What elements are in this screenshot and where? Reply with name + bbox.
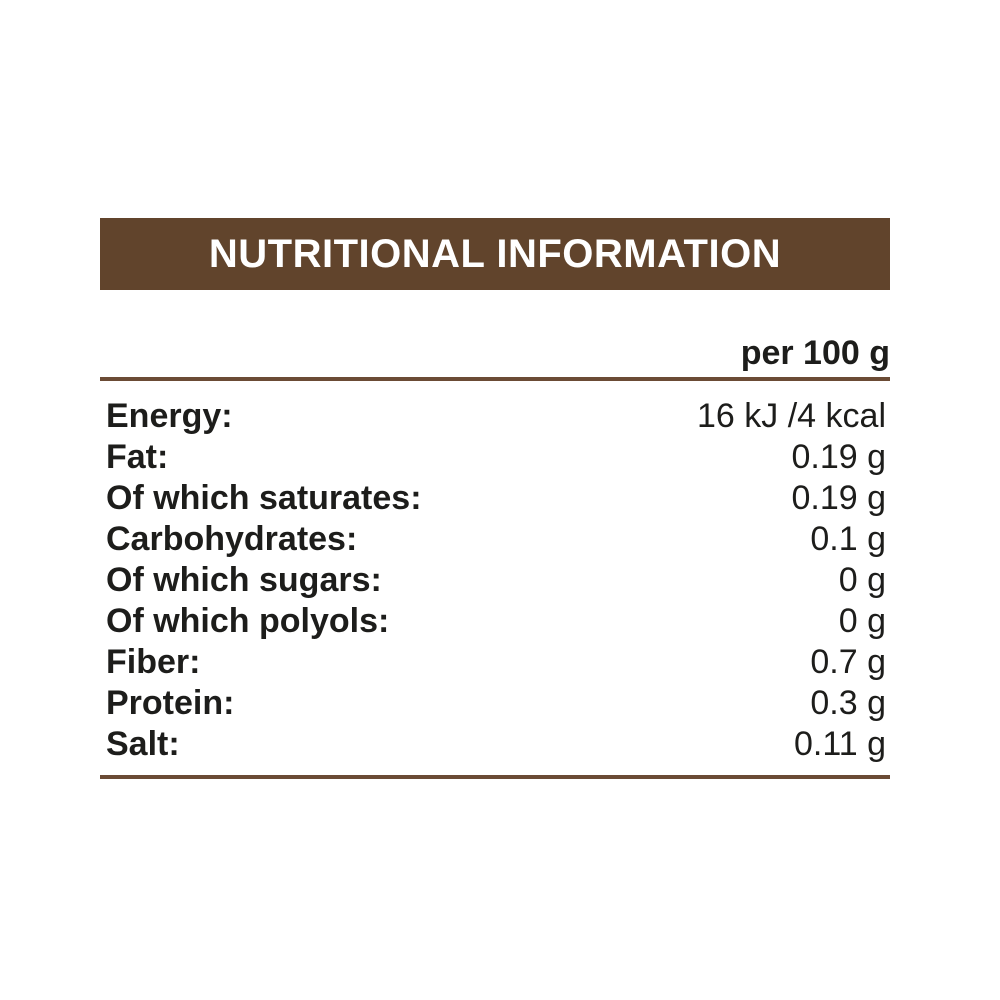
nutrition-rows — [100, 396, 890, 765]
nutrient-label: Fat: — [106, 438, 169, 476]
nutrition-row — [100, 519, 890, 560]
nutrient-label: Of which saturates: — [106, 479, 422, 517]
nutrient-value: 0.3 g — [810, 684, 886, 722]
nutrient-label: Fiber: — [106, 643, 201, 681]
nutrient-value: 0.1 g — [810, 520, 886, 558]
nutrient-value: 0.19 g — [791, 438, 886, 476]
nutrient-label: Of which polyols: — [106, 602, 390, 640]
nutrient-label: Energy: — [106, 397, 233, 435]
nutrition-title: NUTRITIONAL INFORMATION — [208, 231, 782, 276]
nutrient-value: 0 g — [838, 602, 886, 640]
nutrition-row — [100, 396, 890, 437]
nutrient-label: Carbohydrates: — [106, 520, 358, 558]
nutrition-row — [100, 724, 890, 765]
bottom-rule-divider — [100, 775, 890, 779]
nutrient-value: 16 kJ /4 kcal — [697, 397, 886, 435]
nutrient-label: Salt: — [106, 725, 180, 763]
nutrient-value: 0.11 g — [793, 725, 886, 763]
per-100g-column-header: per 100 g — [740, 334, 890, 372]
nutrition-row — [100, 478, 890, 519]
nutrition-row — [100, 683, 890, 724]
nutrient-value: 0.19 g — [791, 479, 886, 517]
top-rule-divider — [100, 377, 890, 381]
nutrient-value: 0 g — [838, 561, 886, 599]
nutrition-row — [100, 642, 890, 683]
nutrition-label — [100, 218, 890, 779]
nutrient-label: Protein: — [106, 684, 235, 722]
nutrient-label: Of which sugars: — [106, 561, 382, 599]
nutrition-row — [100, 601, 890, 642]
nutrition-row — [100, 560, 890, 601]
nutrition-row — [100, 437, 890, 478]
nutrient-value: 0.7 g — [810, 643, 886, 681]
nutrition-title-bar — [100, 218, 890, 290]
